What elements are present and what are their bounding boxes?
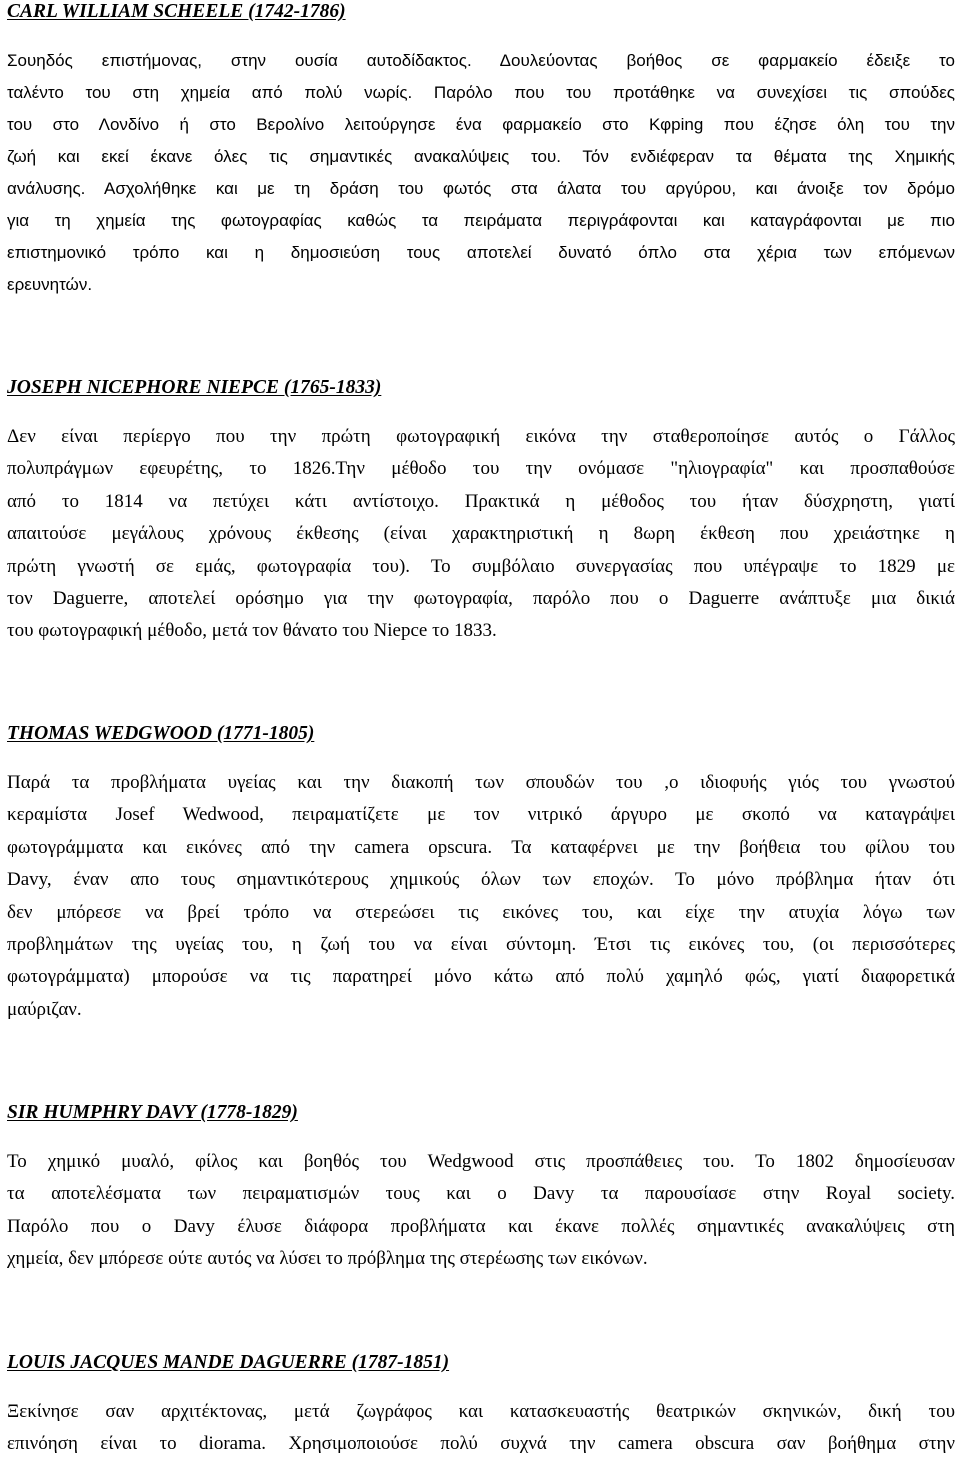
paragraph-line: πολυπράγμων εφευρέτης, το 1826.Την μέθοδο του την ονόμασε "ηλιογραφία" και προσπαθούσε [7, 458, 955, 480]
paragraph-line: ερευνητών. [7, 275, 93, 294]
section-paragraph [7, 1146, 955, 1276]
paragraph-line: Davy, έναν απο τους σημαντικότερους χημικούς όλων των εποχών. Το μόνο πρόβλημα ήταν ότι [7, 869, 955, 891]
section-heading: JOSEPH NICEPHORE NIEPCE (1765-1833) [7, 377, 382, 398]
paragraph-line: τον Daguerre, αποτελεί ορόσημο για την φωτογραφία, παρόλο που ο Daguerre ανάπτυξε μια δικιά [7, 588, 955, 610]
paragraph-line: επιστημονικό τρόπο και η δημοσιεύση τους αποτελεί δυνατό όπλο στα χέρια των επόμενων [7, 243, 955, 262]
paragraph-line: για τη χημεία της φωτογραφίας καθώς τα πειράματα περιγράφονται και καταγράφονται με πιο [7, 211, 955, 230]
section-paragraph [7, 45, 955, 301]
paragraph-line: ανάλυσης. Ασχολήθηκε και με τη δράση του φωτός στα άλατα του αργύρου, και άνοιξε τον δρόμο [7, 179, 955, 198]
section-paragraph [7, 1396, 955, 1461]
section-paragraph [7, 767, 955, 1026]
paragraph-line: Παρά τα προβλήματα υγείας και την διακοπή των σπουδών του ,ο ιδιοφυής γιός του γνωστού [7, 772, 955, 793]
section-heading: CARL WILLIAM SCHEELE (1742-1786) [7, 1, 346, 22]
paragraph-line: Παρόλο που ο Davy έλυσε διάφορα προβλήματα και έκανε πολλές σημαντικές ανακαλύψεις στη [7, 1215, 955, 1237]
paragraph-line: Δεν είναι περίεργο που την πρώτη φωτογραφική εικόνα την σταθεροποίησε αυτός ο Γάλλος [7, 426, 955, 447]
paragraph-line: προβλημάτων της υγείας του, η ζωή του να είναι σύντομη. Έτσι τις εικόνες του, (οι περισσότερες [7, 934, 955, 956]
section-heading: SIR HUMPHRY DAVY (1778-1829) [7, 1102, 298, 1123]
paragraph-line: επινόηση είναι το diorama. Χρησιμοποιούσε πολύ συχνά την camera obscura σαν βοήθημα στην [7, 1433, 955, 1455]
paragraph-line: δεν μπόρεσε να βρεί τρόπο να στερεώσει τις εικόνες του, και είχε την ατυχία λόγω των [7, 901, 955, 923]
paragraph-line: μαύριζαν. [7, 998, 82, 1020]
paragraph-line: Το χημικό μυαλό, φίλος και βοηθός του Wedgwood στις προσπάθειες του. Το 1802 δημοσίευσαν [7, 1151, 955, 1172]
paragraph-line: Σουηδός επιστήμονας, στην ουσία αυτοδίδακτος. Δουλεύοντας βοήθος σε φαρμακείο έδειξε το [7, 51, 955, 70]
paragraph-line: τα αποτελέσματα των πειραματισμών τους και ο Davy τα παρουσίασε στην Royal society. [7, 1183, 955, 1205]
paragraph-line: φωτογράμματα και εικόνες από την camera opscura. Τα καταφέρνει με την βοήθεια του φίλου του [7, 836, 955, 858]
paragraph-line: κεραμίστα Josef Wedwood, πειραματίζετε με τον νιτρικό άργυρο με σκοπό να καταγράψει [7, 804, 955, 826]
paragraph-line: ταλέντο του στη χημεία από πολύ νωρίς. Παρόλο που του προτάθηκε να συνεχίσει τις σπούδες [7, 83, 955, 102]
paragraph-line: φωτογράμματα) μπορούσε να τις παρατηρεί μόνο κάτω από πολύ χαμηλό φώς, γιατί διαφορετικά [7, 966, 955, 988]
paragraph-line: ζωή και εκεί έκανε όλες τις σημαντικές ανακαλύψεις του. Τόν ενδιέφεραν τα θέματα της Χημικής [7, 147, 955, 166]
paragraph-line: πρώτη γνωστή σε εμάς, φωτογραφία του). Το συμβόλαιο συνεργασίας που υπέγραψε το 1829 με [7, 555, 955, 577]
section-paragraph [7, 421, 955, 648]
paragraph-line: χημεία, δεν μπόρεσε ούτε αυτός να λύσει το πρόβλημα της στερέωσης των εικόνων. [7, 1248, 648, 1270]
section-heading: LOUIS JACQUES MANDE DAGUERRE (1787-1851) [7, 1352, 450, 1373]
paragraph-line: από το 1814 να πετύχει κάτι αντίστοιχο. Πρακτικά η μέθοδος του ήταν δύσχρηστη, γιατί [7, 490, 955, 512]
paragraph-line: απαιτούσε μεγάλους χρόνους έκθεσης (είναι χαρακτηριστική η 8ωρη έκθεση που χρειάστηκε η [7, 523, 955, 545]
section-heading: THOMAS WEDGWOOD (1771-1805) [7, 723, 315, 744]
paragraph-line: Ξεκίνησε σαν αρχιτέκτονας, μετά ζωγράφος και κατασκευαστής θεατρικών σκηνικών, δική του [7, 1401, 955, 1422]
paragraph-line: του στο Λονδίνο ή στο Βερολίνο λειτούργησε ένα φαρμακείο στο Κφping που έζησε όλη του την [7, 115, 955, 134]
paragraph-line: του φωτογραφική μέθοδο, μετά τον θάνατο του Niepce το 1833. [7, 620, 497, 642]
